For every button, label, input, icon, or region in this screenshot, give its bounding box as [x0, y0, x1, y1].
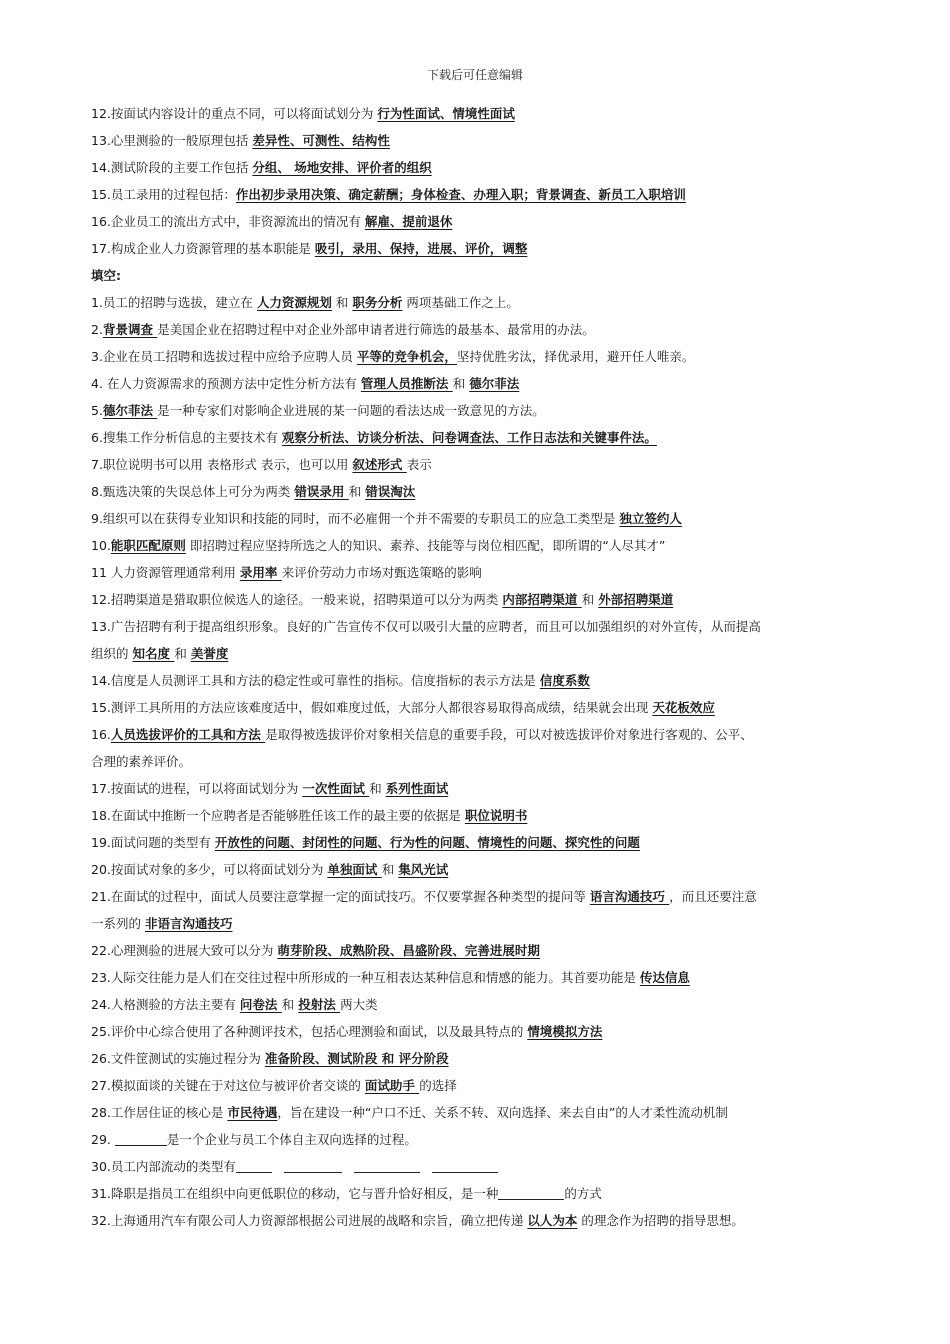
question-text: 22.心理测验的进展大致可以分为 [91, 943, 278, 958]
fill-in-item-continued [91, 748, 861, 775]
fill-in-item [91, 397, 861, 424]
answer-text: 德尔菲法 [102, 403, 158, 418]
fill-in-item [91, 424, 861, 451]
question-text: 坚持优胜劣汰，择优录用，避开任人唯亲。 [456, 349, 695, 364]
answer-text: 美誉度 [190, 646, 229, 661]
fill-in-item [91, 775, 861, 802]
question-text: 18.在面试中推断一个应聘者是否能够胜任该工作的最主要的依据是 [91, 808, 465, 823]
question-text: ，旨在建设一种“户口不迁、关系不转、双向选择、来去自由”的人才柔性流动机制 [277, 1105, 728, 1120]
answer-text: 一次性面试 [302, 781, 370, 796]
question-text: 2. [91, 322, 103, 337]
answer-text: 萌芽阶段、成熟阶段、昌盛阶段、完善进展时期 [277, 943, 540, 958]
fill-in-item [91, 802, 861, 829]
question-text: 15.员工录用的过程包括： [91, 187, 236, 202]
fill-in-item [91, 1045, 861, 1072]
fill-in-item [91, 1180, 861, 1207]
fill-in-item-continued [91, 640, 861, 667]
question-text: 和 [381, 862, 399, 877]
answer-text: 市民待遇 [227, 1105, 278, 1120]
answer-text: 管理人员推断法 [360, 376, 453, 391]
fill-in-item [91, 1126, 861, 1153]
question-line [91, 100, 861, 127]
answer-text: 集风光试 [398, 862, 449, 877]
fill-in-item [91, 856, 861, 883]
section-heading: 填空: [91, 268, 121, 283]
answer-text: 解雇、提前退休 [364, 214, 453, 229]
question-text: 是取得被选拔评价对象相关信息的重要手段，可以对被选拔评价对象进行客观的、公平、 [265, 727, 753, 742]
question-text: 即招聘过程应坚持所选之人的知识、素养、技能等与岗位相匹配，即所谓的“人尽其才” [185, 538, 666, 553]
question-text: 的选择 [419, 1078, 457, 1093]
question-text: 5. [91, 403, 103, 418]
answer-blank [354, 1158, 420, 1173]
question-text: 4. 在人力资源需求的预测方法中定性分析方法有 [91, 376, 361, 391]
answer-text: 外部招聘渠道 [598, 592, 674, 607]
answer-blank [236, 1158, 272, 1173]
fill-in-item [91, 1072, 861, 1099]
question-text: 15.测评工具所用的方法应该难度适中，假如难度过低，大部分人都很容易取得高成绩，结果就会出现 [91, 700, 653, 715]
question-text: 16.企业员工的流出方式中，非资源流出的情况有 [91, 214, 365, 229]
fill-in-item [91, 1018, 861, 1045]
question-text: 24.人格测验的方法主要有 [91, 997, 240, 1012]
question-text: 25.评价中心综合使用了各种测评技术，包括心理测验和面试，以及最具特点的 [91, 1024, 528, 1039]
fill-in-item [91, 289, 861, 316]
question-text: 23.人际交往能力是人们在交往过程中所形成的一种互相表达某种信息和情感的能力。其首要功能是 [91, 970, 640, 985]
answer-text: 天花板效应 [652, 700, 715, 715]
question-text: 7.职位说明书可以用 表格形式 表示，也可以用 [91, 457, 353, 472]
fill-in-item [91, 613, 861, 640]
question-text: 28.工作居住证的核心是 [91, 1105, 228, 1120]
question-text: 12.按面试内容设计的重点不同，可以将面试划分为 [91, 106, 378, 121]
question-text: 14.信度是人员测评工具和方法的稳定性或可靠性的指标。信度指标的表示方法是 [91, 673, 540, 688]
question-text: 19.面试问题的类型有 [91, 835, 215, 850]
answer-text: 行为性面试、情境性面试 [377, 106, 515, 121]
fill-in-item [91, 316, 861, 343]
question-text: ，而且还要注意 [669, 889, 757, 904]
answer-text: 内部招聘渠道 [502, 592, 582, 607]
question-text: 13.广告招聘有利于提高组织形象。良好的广告宣传不仅可以吸引大量的应聘者，而且可以加强组织的对外宣传，从而提高 [91, 619, 761, 634]
question-text: 1.员工的招聘与选拔，建立在 [91, 295, 257, 310]
answer-text: 平等的竞争机会， [356, 349, 457, 364]
answer-text: 非语言沟通技巧 [144, 916, 233, 931]
question-text: 10. [91, 538, 111, 553]
question-text: 21.在面试的过程中，面试人员要注意掌握一定的面试技巧。不仅要掌握各种类型的提问等 [91, 889, 590, 904]
question-text: 17.按面试的进程，可以将面试划分为 [91, 781, 303, 796]
answer-text: 系列性面试 [385, 781, 449, 796]
answer-text: 作出初步录用决策、确定薪酬；身体检查、办理入职；背景调查、新员工入职培训 [235, 187, 686, 202]
fill-in-item [91, 478, 861, 505]
fill-in-item [91, 586, 861, 613]
answer-text: 职位说明书 [464, 808, 528, 823]
question-text: 30.员工内部流动的类型有 [91, 1159, 236, 1174]
question-text: 6.搜集工作分析信息的主要技术有 [91, 430, 282, 445]
question-text: 和 [281, 997, 299, 1012]
question-text: 一系列的 [91, 916, 145, 931]
fill-in-item [91, 964, 861, 991]
fill-in-item [91, 937, 861, 964]
answer-text: 语言沟通技巧 [589, 889, 670, 904]
fill-in-item [91, 1153, 861, 1180]
question-text: 表示 [406, 457, 432, 472]
fill-in-item [91, 451, 861, 478]
question-text: 3.企业在员工招聘和选拔过程中应给予应聘人员 [91, 349, 357, 364]
question-text: 组织的 [91, 646, 133, 661]
fill-in-item [91, 343, 861, 370]
fill-in-item [91, 505, 861, 532]
fill-in-item [91, 883, 861, 910]
answer-text: 情境模拟方法 [527, 1024, 603, 1039]
answer-text: 独立签约人 [619, 511, 682, 526]
question-text: 8.甄选决策的失误总体上可分为两类 [91, 484, 295, 499]
question-text: 9.组织可以在获得专业知识和技能的同时，而不必雇佣一个并不需要的专职员工的应急工类型是 [91, 511, 620, 526]
question-text: 26.文件筐测试的实施过程分为 [91, 1051, 265, 1066]
answer-text: 开放性的问题、封闭性的问题、行为性的问题、情境性的问题、探究性的问题 [214, 835, 640, 850]
question-text: 16. [91, 727, 111, 742]
question-text: 两大类 [340, 997, 378, 1012]
answer-text: 录用率 [239, 565, 282, 580]
question-line [91, 235, 861, 262]
question-text: 11 人力资源管理通常利用 [91, 565, 240, 580]
question-text: 两项基础工作之上。 [402, 295, 519, 310]
answer-blank [432, 1158, 498, 1173]
answer-text: 职务分析 [352, 295, 403, 310]
fill-in-item [91, 370, 861, 397]
question-text: 31.降职是指员工在组织中向更低职位的移动，它与晋升恰好相反，是一种 [91, 1186, 499, 1201]
question-line [91, 208, 861, 235]
answer-text: 知名度 [132, 646, 175, 661]
answer-text: 问卷法 [239, 997, 282, 1012]
answer-text: 差异性、可测性、结构性 [252, 133, 390, 148]
question-text: 27.模拟面谈的关键在于对这位与被评价者交谈的 [91, 1078, 365, 1093]
answer-text: 传达信息 [639, 970, 690, 985]
answer-text: 叙述形式 [352, 457, 407, 472]
answer-text: 能职匹配原则 [110, 538, 186, 553]
fill-in-item [91, 1099, 861, 1126]
fill-in-item [91, 694, 861, 721]
document-body [91, 100, 861, 1234]
question-text: 13.心里测验的一般原理包括 [91, 133, 253, 148]
question-text: 和 [581, 592, 599, 607]
fill-in-item [91, 532, 861, 559]
answer-text: 准备阶段、测试阶段 和 评分阶段 [264, 1051, 449, 1066]
answer-text: 吸引，录用、保持，进展、评价，调整 [314, 241, 528, 256]
question-text: 是美国企业在招聘过程中对企业外部申请者进行筛选的最基本、最常用的办法。 [157, 322, 595, 337]
question-text: 17.构成企业人力资源管理的基本职能是 [91, 241, 315, 256]
question-text: 和 [174, 646, 191, 661]
answer-text: 分组、 场地安排、评价者的组织 [252, 160, 432, 175]
question-text: 和 [348, 484, 366, 499]
answer-text: 人力资源规划 [256, 295, 332, 310]
answer-text: 观察分析法、访谈分析法、问卷调查法、工作日志法和关键事件法。 [281, 430, 657, 445]
question-line [91, 181, 861, 208]
fill-in-item [91, 991, 861, 1018]
question-text: 是一种专家们对影响企业进展的某一问题的看法达成一致意见的方法。 [157, 403, 545, 418]
answer-text: 面试助手 [364, 1078, 420, 1093]
question-text: 32.上海通用汽车有限公司人力资源部根据公司进展的战略和宗旨，确立把传递 [91, 1213, 528, 1228]
answer-text: 错误录用 [294, 484, 349, 499]
question-text: 的方式 [564, 1186, 602, 1201]
question-text: 14.测试阶段的主要工作包括 [91, 160, 253, 175]
answer-text: 错误淘汰 [365, 484, 416, 499]
answer-text: 德尔菲法 [469, 376, 520, 391]
question-text: 29. [91, 1132, 115, 1147]
question-text: 和 [331, 295, 353, 310]
answer-blank [498, 1185, 564, 1200]
answer-text: 单独面试 [327, 862, 382, 877]
answer-text: 投射法 [298, 997, 341, 1012]
answer-text: 以人为本 [527, 1213, 578, 1228]
fill-in-item [91, 1207, 861, 1234]
question-line [91, 127, 861, 154]
question-text: 合理的素养评价。 [91, 754, 192, 769]
question-text: 12.招聘渠道是猎取职位候选人的途径。一般来说，招聘渠道可以分为两类 [91, 592, 503, 607]
question-text: 来评价劳动力市场对甄选策略的影响 [281, 565, 482, 580]
fill-in-item [91, 667, 861, 694]
answer-blank [284, 1158, 342, 1173]
fill-in-item-continued [91, 910, 861, 937]
answer-text: 信度系数 [539, 673, 590, 688]
question-text: 是一个企业与员工个体自主双向选择的过程。 [166, 1132, 417, 1147]
question-text: 的理念作为招聘的指导思想。 [577, 1213, 744, 1228]
question-text: 和 [369, 781, 386, 796]
question-text: 20.按面试对象的多少，可以将面试划分为 [91, 862, 328, 877]
fill-in-item [91, 559, 861, 586]
answer-text: 背景调查 [102, 322, 158, 337]
answer-text: 人员选拔评价的工具和方法 [110, 727, 266, 742]
answer-blank [115, 1131, 167, 1146]
page-header: 下载后可任意编辑 [426, 68, 523, 82]
fill-in-item [91, 721, 861, 748]
fill-in-item [91, 829, 861, 856]
question-text: 和 [452, 376, 470, 391]
question-line [91, 154, 861, 181]
